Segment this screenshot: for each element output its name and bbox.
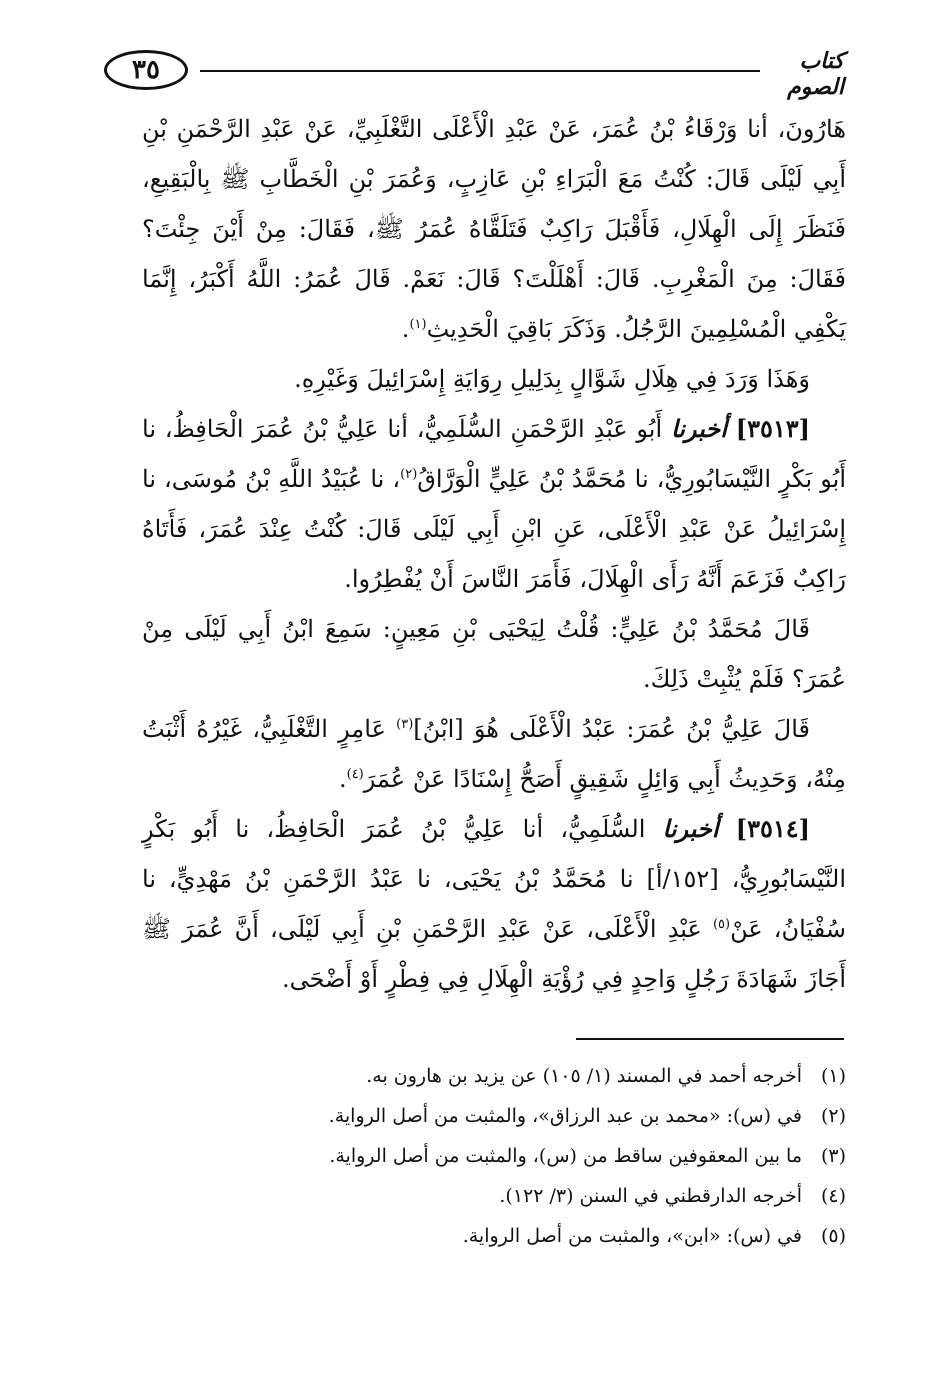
footnote-ref-1: (١) — [409, 317, 427, 332]
hadith-number: [٣٥١٣] — [735, 414, 810, 443]
paragraph-text: هَارُونَ، أنا وَرْقَاءُ بْنُ عُمَرَ، عَنْ عَبْدِ الْأَعْلَى التَّغْلَبِيِّ، عَنْ عَبْدِ الرَّحْمَنِ بْنِ أَبِي لَيْلَى قَالَ: كُنْتُ مَعَ الْبَرَاءِ بْنِ عَازِبٍ، وَعُمَرَ بْنِ الْخَطَّابِ ﷺ بِالْبَقِيعِ، فَنَظَرَ إِلَى الْهِلَالِ، فَأَقْبَلَ رَاكِبٌ فَتَلَقَّاهُ عُمَرُ ﷺ، فَقَالَ: مِنْ أَيْنَ جِئْتَ؟ فَقَالَ: مِنَ الْمَغْرِبِ. قَالَ: أَهْلَلْتَ؟ قَالَ: نَعَمْ. قَالَ عُمَرُ: اللَّهُ أَكْبَرُ، إِنَّمَا يَكْفِي الْمُسْلِمِينَ الرَّجُلُ. وَذَكَرَ بَاقِيَ الْحَدِيثِ — [142, 115, 846, 343]
hadith-3514 — [142, 804, 846, 1004]
akhbarana-word: أخبرنا — [662, 814, 719, 843]
footnote-separator — [576, 1038, 844, 1040]
footnote-text: أخرجه الدارقطني في السنن (٣/ ١٢٢). — [499, 1185, 802, 1207]
footnote-text: أخرجه أحمد في المسند (١/ ١٠٥) عن يزيد بن هارون به. — [366, 1065, 802, 1087]
footnote-ref-3: (٣) — [396, 717, 414, 732]
main-text — [142, 104, 846, 1004]
paragraph-ibn-main: قَالَ مُحَمَّدُ بْنُ عَلِيٍّ: قُلْتُ لِيَحْيَى بْنِ مَعِينٍ: سَمِعَ ابْنُ أَبِي لَيْلَى مِنْ عُمَرَ؟ فَلَمْ يُثْبِتْ ذَلِكَ. — [142, 615, 846, 693]
hadith-text: أَبُو عَبْدِ الرَّحْمَنِ السُّلَمِيُّ، أنا عَلِيُّ بْنُ عُمَرَ الْحَافِظُ، نا أَبُو بَكْرٍ النَّيْسَابُورِيُّ، نا مُحَمَّدُ بْنُ عَلِيٍّ الْوَرَّاقُ — [142, 415, 847, 493]
hadith-3513 — [142, 404, 846, 604]
header-rule — [200, 70, 760, 72]
page-number: ٣٥ — [104, 50, 188, 90]
footnote-ref-5: (٥) — [712, 917, 731, 932]
footnote-item — [200, 1176, 846, 1216]
book-title: كتاب الصوم — [787, 48, 844, 100]
footnote-ref-2: (٢) — [400, 467, 418, 482]
paragraph-text: عَامِرٍ التَّغْلَبِيُّ، غَيْرُهُ أَثْبَتُ مِنْهُ، وَحَدِيثُ أَبِي وَائِلٍ شَقِيقٍ أَصَحُّ إِسْنَادًا عَنْ عُمَرَ — [142, 715, 846, 793]
paragraph-ali-bin-umar — [142, 704, 846, 804]
footnote-item — [200, 1216, 846, 1256]
hadith-number: [٣٥١٤] — [735, 814, 810, 843]
footnote-number: (٢) — [820, 1105, 846, 1127]
paragraph-text: . — [338, 765, 347, 793]
footnote-item — [200, 1136, 846, 1176]
page-header — [104, 44, 844, 104]
footnote-text: في (س): «محمد بن عبد الرزاق»، والمثبت من أصل الرواية. — [328, 1105, 802, 1127]
footnote-number: (١) — [820, 1065, 846, 1087]
paragraph-text: قَالَ عَلِيُّ بْنُ عُمَرَ: عَبْدُ الْأَعْلَى هُوَ [ابْنُ] — [413, 715, 810, 743]
footnote-text: ما بين المعقوفين ساقط من (س)، والمثبت من أصل الرواية. — [329, 1145, 802, 1167]
footnote-number: (٥) — [820, 1225, 846, 1247]
hadith-text: عَبْدِ الْأَعْلَى، عَنْ عَبْدِ الرَّحْمَنِ بْنِ أَبِي لَيْلَى، أَنَّ عُمَرَ ﷺ أَجَازَ شَهَادَةَ رَجُلٍ وَاحِدٍ فِي رُؤْيَةِ الْهِلَالِ فِي فِطْرٍ أَوْ أَضْحَى. — [142, 915, 846, 993]
paragraph-continuation: هَارُونَ، أنا وَرْقَاءُ بْنُ عُمَرَ، عَنْ عَبْدِ الْأَعْلَى التَّغْلَبِيِّ، عَنْ عَبْدِ الرَّحْمَنِ بْنِ أَبِي لَيْلَى قَالَ: كُنْتُ مَعَ الْبَرَاءِ بْنِ عَازِبٍ، وَعُمَرَ بْنِ الْخَطَّابِ ﷺ بِالْبَقِيعِ، فَنَظَرَ إِلَى الْهِلَالِ، فَأَقْبَلَ رَاكِبٌ فَتَلَقَّاهُ عُمَرُ ﷺ، فَقَالَ: مِنْ أَيْنَ جِئْتَ؟ فَقَالَ: مِنَ الْمَغْرِبِ. قَالَ: أَهْلَلْتَ؟ قَالَ: نَعَمْ. قَالَ عُمَرُ: اللَّهُ أَكْبَرُ، إِنَّمَا يَكْفِي الْمُسْلِمِينَ الرَّجُلُ. وَذَكَرَ بَاقِيَ الْحَدِيثِ$^{(١)}$. — [142, 115, 846, 343]
footnote-item — [200, 1096, 846, 1136]
footnote-item — [200, 1056, 846, 1096]
footnote-text: في (س): «ابن»، والمثبت من أصل الرواية. — [462, 1225, 802, 1247]
footnote-number: (٣) — [820, 1145, 846, 1167]
hadith-text: ، نا عُبَيْدُ اللَّهِ بْنُ مُوسَى، نا إِسْرَائِيلُ عَنْ عَبْدِ الْأَعْلَى، عَنِ ابْنِ أَبِي لَيْلَى قَالَ: كُنْتُ عِنْدَ عُمَرَ، فَأَتَاهُ رَاكِبٌ فَزَعَمَ أَنَّهُ رَأَى الْهِلَالَ، فَأَمَرَ النَّاسَ أَنْ يُفْطِرُوا. — [142, 465, 846, 593]
paragraph-note: وَهَذَا وَرَدَ فِي هِلَالِ شَوَّالٍ بِدَلِيلِ رِوَايَةِ إِسْرَائِيلَ وَغَيْرِهِ. — [294, 365, 810, 393]
footnote-ref-4: (٤) — [346, 767, 364, 782]
footnotes — [200, 1056, 846, 1256]
footnote-number: (٤) — [820, 1185, 846, 1207]
akhbarana-word: أخبرنا — [670, 414, 727, 443]
hadith-text: السُّلَمِيُّ، أنا عَلِيُّ بْنُ عُمَرَ الْحَافِظُ، نا أَبُو بَكْرٍ النَّيْسَابُورِيُّ، [١٥٢/أ] نا مُحَمَّدُ بْنُ يَحْيَى، نا عَبْدُ الرَّحْمَنِ بْنُ مَهْدِيٍّ، نا سُفْيَانُ، عَنْ — [142, 815, 846, 943]
